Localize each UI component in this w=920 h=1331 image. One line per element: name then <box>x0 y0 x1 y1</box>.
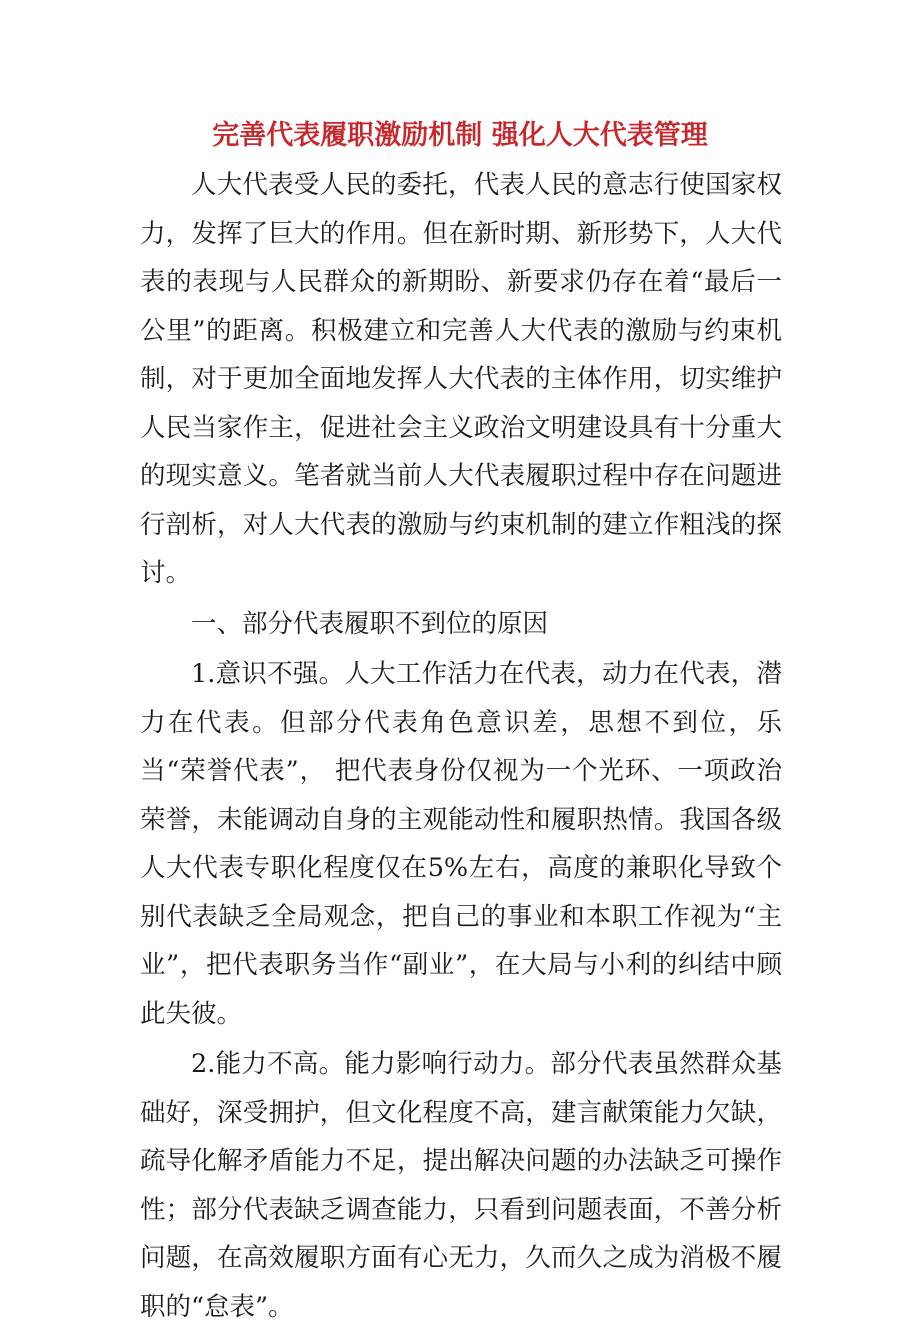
document-title: 完善代表履职激励机制 强化人大代表管理 <box>212 120 708 151</box>
paragraph-intro: 人大代表受人民的委托，代表人民的意志行使国家权力，发挥了巨大的作用。但在新时期、新形势下，人大代表的表现与人民群众的新期盼、新要求仍存在着“最后一公里”的距离。积极建立和完善人大代表的激励与约束机制，对于更加全面地发挥人大代表的主体作用，切实维护人民当家作主，促进社会主义政治文明建设具有十分重大的现实意义。笔者就当前人大代表履职过程中存在问题进行剖析，对人大代表的激励与约束机制的建立作粗浅的探讨。 <box>140 170 782 588</box>
document-body <box>140 161 782 1331</box>
section-heading: 一、部分代表履职不到位的原因 <box>191 608 549 639</box>
paragraph-point-1: 1.意识不强。人大工作活力在代表，动力在代表，潜力在代表。但部分代表角色意识差，思想不到位，乐当“荣誉代表”， 把代表身份仅视为一个光环、一项政治荣誉，未能调动自身的主观能动性和履职热情。我国各级人大代表专职化程度仅在5%左右，高度的兼职化导致个别代表缺乏全局观念，把自己的事业和本职工作视为“主业”，把代表职务当作“副业”，在大局与小利的纠结中顾此失彼。 <box>140 659 782 1029</box>
paragraph-point-2: 2.能力不高。能力影响行动力。部分代表虽然群众基础好，深受拥护，但文化程度不高，建言献策能力欠缺，疏导化解矛盾能力不足，提出解决问题的办法缺乏可操作性；部分代表缺乏调查能力，只看到问题表面，不善分析问题，在高效履职方面有心无力，久而久之成为消极不履职的“怠表”。 <box>140 1049 782 1322</box>
